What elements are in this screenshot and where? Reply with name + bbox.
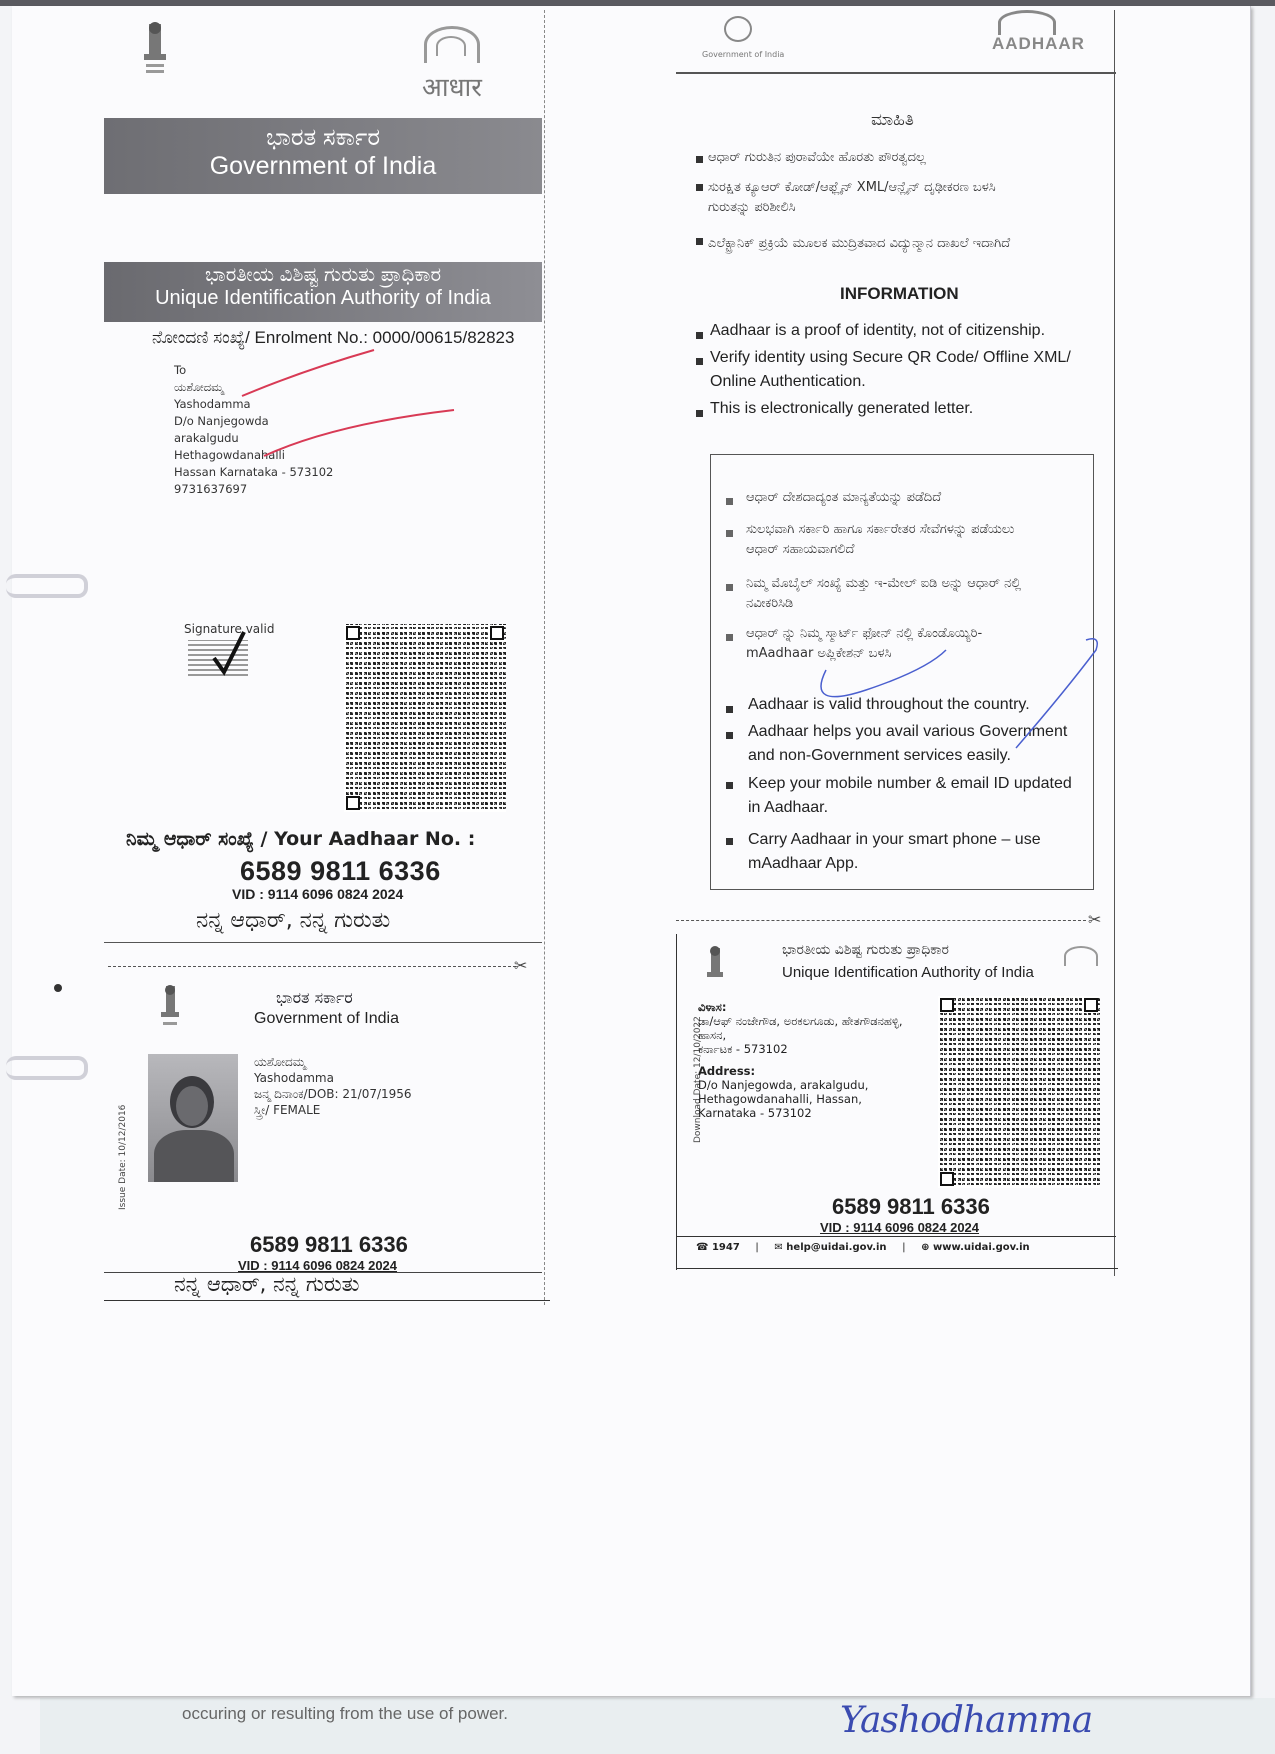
card-name-en: Yashodamma [254,1071,334,1085]
scissor-line [108,966,516,967]
aadhaar-hindi-logo: आधार [422,73,482,103]
qr-code [344,624,506,812]
card-address [698,1000,903,1120]
signature-valid-label: Signature valid [184,622,275,636]
scissor-line [676,920,1086,921]
address-line: Hethagowdanahalli [174,448,285,462]
addr-en-label: Address: [698,1064,756,1078]
addr-kn-label: ವಿಳಾಸ: [698,1000,727,1014]
card-dob: ಜನ್ಮ ದಿನಾಂಕ/DOB: 21/07/1956 [254,1087,412,1101]
red-pen-marks [234,340,474,460]
qr-finder-icon [1084,998,1098,1012]
card-vid: VID : 9114 6096 0824 2024 [820,1220,980,1235]
info-kn-item: ಆಧಾರ್ ಗುರುತಿನ ಪುರಾವೆಯೇ ಹೊರತು ಪೌರತ್ವದಲ್ಲ [708,150,926,165]
tagline: ನನ್ನ ಆಧಾರ್, ನನ್ನ ಗುರುತು [196,908,391,933]
card-left-border [676,934,677,1270]
box-en-item: Carry Aadhaar in your smart phone – use mAadhaar App. [748,831,1041,872]
enrolment-number: ನೋಂದಣಿ ಸಂಖ್ಯೆ/ Enrolment No.: 0000/00615/82823 [152,328,515,347]
cut-line [104,942,542,943]
card-issue-date: Issue Date: 10/12/2016 [118,1104,128,1210]
address-line: ಯಶೋದಮ್ಮ [174,380,224,394]
card-gender: ಸ್ತ್ರೀ/ FEMALE [254,1103,321,1117]
aadhaar-number: 6589 9811 6336 [240,856,441,886]
box-kn-item: ಆಧಾರ್ ದೇಶದಾದ್ಯಂತ ಮಾನ್ಯತೆಯನ್ನು ಪಡೆದಿದೆ [746,490,942,505]
binder-string-top [6,574,88,598]
address-line: 9731637697 [174,482,248,496]
info-kn-item: ಸುರಕ್ಷಿತ ಕ್ಯೂಆರ್ ಕೋಡ್/ಆಫ್ಲೈನ್ XML/ಆನ್ಲೈನ್ ದೃಢೀಕರಣ ಬಳಸಿ ಗುರುತನ್ನು ಪರಿಶೀಲಿಸಿ [708,180,996,215]
qr-finder-icon [940,1172,954,1186]
card-footer-rule [676,1236,1116,1237]
gov-en-text: Government of India [209,152,437,180]
aadhaar-logo-text: AADHAAR [992,34,1085,53]
card-emblem-icon [158,982,182,1030]
header-rule [676,72,1116,74]
info-en-item: This is electronically generated letter. [710,400,974,417]
card-footer: ☎ 1947 | ✉ help@uidai.gov.in | ⊕ www.uidai.gov.in [696,1242,1030,1253]
uidai-kn-text: ಭಾರತೀಯ ವಿಶಿಷ್ಟ ಗುರುತು ಪ್ರಾಧಿಕಾರ [204,264,442,286]
qr-finder-icon [346,626,360,640]
box-en-item: Aadhaar helps you avail various Government and non-Government services easily. [748,723,1068,764]
helpline-number: 1947 [711,1242,740,1253]
bullet-icon [696,358,703,365]
bullet-icon [726,584,733,591]
card-gov-kn: ಭಾರತ ಸರ್ಕಾರ [276,988,353,1007]
vid-number: VID : 9114 6096 0824 2024 [232,886,404,902]
bullet-icon [726,634,733,641]
card-uidai-en: Unique Identification Authority of India [782,964,1034,981]
address-line: To [174,363,187,377]
card-gov-en: Government of India [254,1010,399,1027]
box-kn-item: ನಿಮ್ಮ ಮೊಬೈಲ್ ಸಂಖ್ಯೆ ಮತ್ತು ಇ-ಮೇಲ್ ಐಡಿ ಅನ್ನು ಆಧಾರ್ ನಲ್ಲಿ ನವೀಕರಿಸಿಡಿ [746,576,1022,611]
info-en-item: Verify identity using Secure QR Code/ Offline XML/ Online Authentication. [710,349,1071,390]
card-holder-details [254,1054,412,1118]
bullet-icon [726,782,733,789]
bullet-icon [696,184,703,191]
info-en-item: Aadhaar is a proof of identity, not of citizenship. [710,322,1046,339]
phone-icon: ☎ [696,1242,709,1253]
handwritten-signature: Yashodhamma [840,1700,1093,1741]
card-emblem-icon [704,944,726,988]
addr-kn-line: ಹಾಸನ, [698,1028,727,1042]
card-bottom-border [676,1268,1118,1269]
addr-en-line: D/o Nanjegowda, arakalgudu, [698,1078,869,1092]
addr-kn-line: ಡಾ/ಆಫ್ ನಂಜೇಗೌಡ, ಅರಕಲಗೂಡು, ಹೇತಗೌಡನಹಳ್ಳಿ, [698,1014,903,1028]
uidai-en-text: Unique Identification Authority of India [155,287,491,309]
bullet-icon [696,332,703,339]
right-emblem-icon [724,16,752,42]
addr-kn-line: ಕರ್ನಾಟಕ - 573102 [698,1042,788,1056]
underlying-page-text: occuring or resulting from the use of power. [182,1704,508,1723]
aadhaar-number-label: ನಿಮ್ಮ ಆಧಾರ್ ಸಂಖ್ಯೆ / Your Aadhaar No. : [126,828,476,850]
card-qr-code [938,996,1100,1188]
address-line: Hassan Karnataka - 573102 [174,465,334,479]
addr-en-line: Karnataka - 573102 [698,1106,812,1120]
bullet-icon [726,706,733,713]
card-aadhaar-number: 6589 9811 6336 [250,1232,408,1257]
bullet-icon [726,732,733,739]
email-icon: ✉ [774,1242,783,1253]
addr-en-line: Hethagowdanahalli, Hassan, [698,1092,862,1106]
bullet-icon [726,530,733,537]
card-tagline: ನನ್ನ ಆಧಾರ್, ನನ್ನ ಗುರುತು [174,1272,360,1296]
panel-right-border [1114,10,1115,1276]
right-panel [676,10,1122,1268]
emblem-icon [140,20,170,76]
qr-finder-icon [346,796,360,810]
scissors-icon: ✂ [514,956,528,975]
card-download-date: Download Date: 12/10/2022 [693,1016,703,1143]
address-line: Yashodamma [174,397,251,411]
aadhaar-logo-icon [998,10,1056,35]
box-kn-item: ಸುಲಭವಾಗಿ ಸರ್ಕಾರಿ ಹಾಗೂ ಸರ್ಕಾರೇತರ ಸೇವೆಗಳನ್ನು ಪಡೆಯಲು ಆಧಾರ್ ಸಹಾಯವಾಗಲಿದೆ [746,522,1015,557]
gov-india-header [104,118,542,194]
help-email: help@uidai.gov.in [786,1242,887,1253]
card-aadhaar-number: 6589 9811 6336 [832,1194,990,1219]
avatar [148,1054,238,1182]
aadhaar-letter-sheet [12,6,1251,1696]
info-kn-title: ಮಾಹಿತಿ [871,110,914,130]
card-aadhaar-logo-icon [1064,946,1098,966]
binder-string-bottom [6,1056,88,1080]
card-vid: VID : 9114 6096 0824 2024 [238,1258,398,1273]
bullet-icon [726,498,733,505]
uidai-header [104,262,542,322]
aadhaar-fingerprint-inner-icon [436,36,466,56]
qr-finder-icon [490,626,504,640]
bullet-icon [696,238,703,245]
box-en-item: Aadhaar is valid throughout the country. [748,696,1030,713]
website: www.uidai.gov.in [933,1242,1030,1253]
gov-kn-text: ಭಾರತ ಸರ್ಕಾರ [265,124,381,151]
qr-finder-icon [940,998,954,1012]
bullet-icon [726,838,733,845]
card-uidai-kn: ಭಾರತೀಯ ವಿಶಿಷ್ಟ ಗುರುತು ಪ್ರಾಧಿಕಾರ [782,942,949,958]
card-outer-border [104,1300,550,1301]
box-en-item: Keep your mobile number & email ID updated in Aadhaar. [748,775,1072,816]
card-name-kn: ಯಶೋದಮ್ಮ [254,1055,306,1069]
web-icon: ⊕ [921,1242,930,1253]
scissors-icon: ✂ [1088,910,1102,929]
bullet-icon [696,156,703,163]
bullet-icon [696,410,703,417]
info-en-title: INFORMATION [840,284,959,303]
checkmark-icon [212,628,246,676]
binder-hole [54,984,62,992]
address-line: D/o Nanjegowda [174,414,269,428]
info-kn-item: ಎಲೆಕ್ಟ್ರಾನಿಕ್ ಪ್ರಕ್ರಿಯೆ ಮೂಲಕ ಮುದ್ರಿತವಾದ ವಿದ್ಯುನ್ಮಾನ ದಾಖಲೆ ಇದಾಗಿದೆ [708,236,1011,251]
left-panel [104,10,545,1305]
address-line: arakalgudu [174,431,239,445]
blue-pen-marks [766,630,1106,750]
gov-india-small: Government of India [702,50,785,59]
box-kn-item: ಆಧಾರ್ ನ್ನು ನಿಮ್ಮ ಸ್ಮಾರ್ಟ್ ಫೋನ್ ನಲ್ಲಿ ಕೊಂಡೊಯ್ಯಿರಿ- mAadhaar ಅಪ್ಲಿಕೇಶನ್ ಬಳಸಿ [746,626,983,661]
